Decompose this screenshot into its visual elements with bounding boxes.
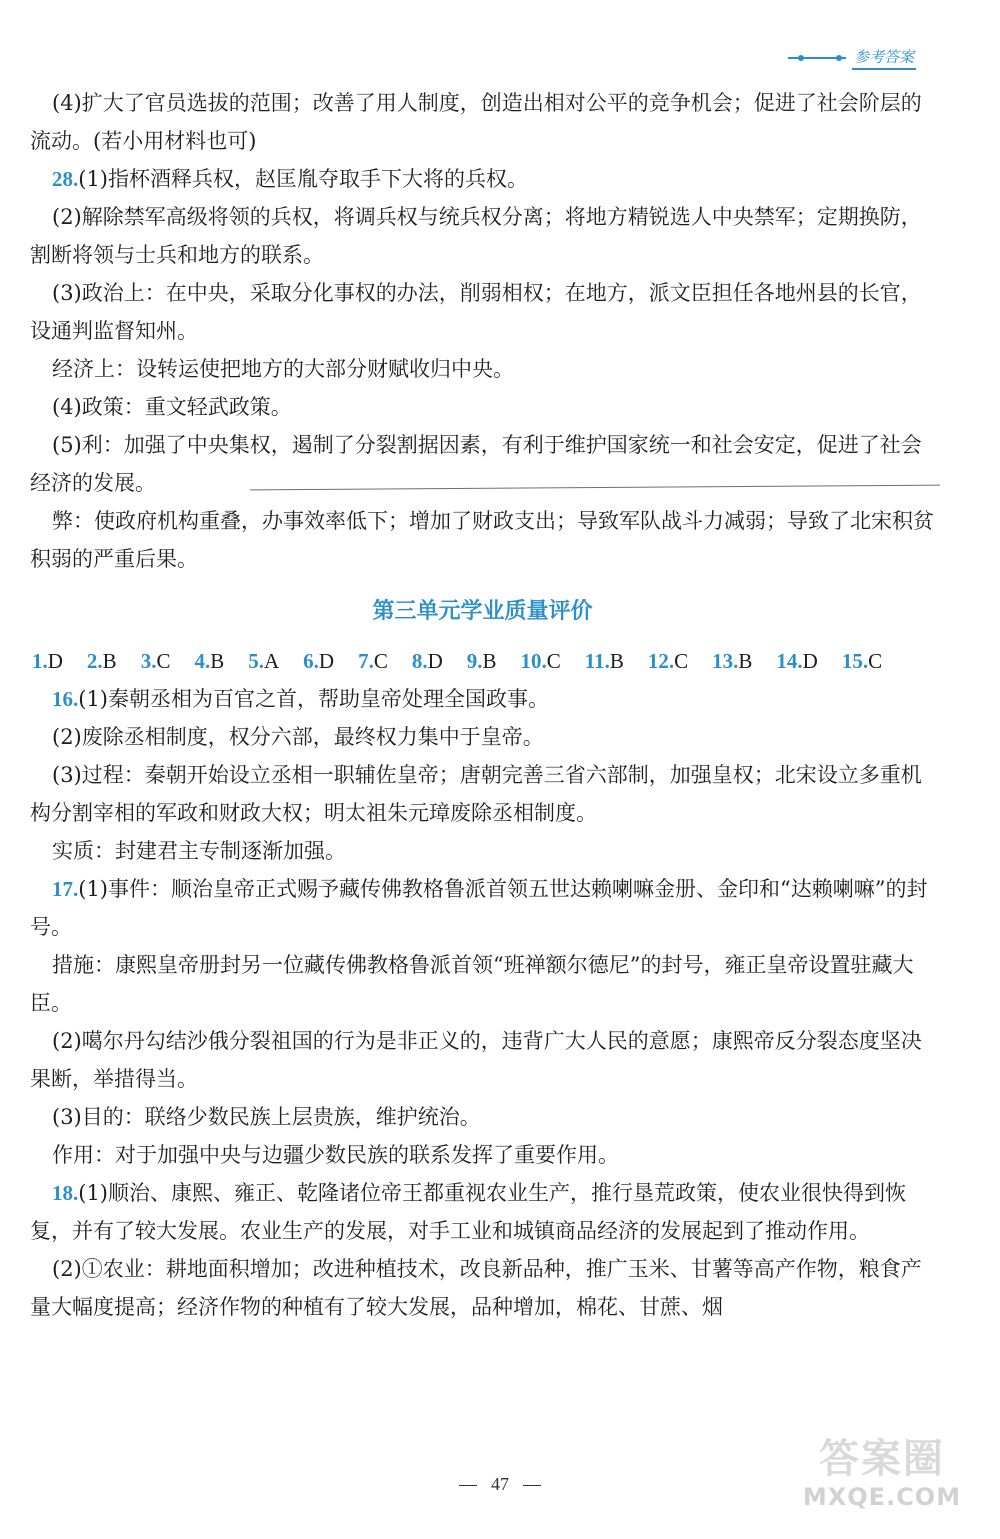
choice-number: 2. (86, 649, 103, 673)
answer-paragraph (30, 350, 935, 388)
answer-text: (3)政治上：在中央，采取分化事权的办法，削弱相权；在地方，派文臣担任各地州县的长官，设通判监督知州。 (30, 281, 922, 343)
choice-number: 7. (358, 649, 374, 673)
answer-text: 作用：对于加强中央与边疆少数民族的联系发挥了重要作用。 (52, 1143, 619, 1167)
question-number: 18. (52, 1181, 79, 1205)
answer-block-group-1 (30, 84, 935, 578)
answer-paragraph (30, 84, 935, 160)
answer-paragraph (30, 388, 935, 426)
choice-answer (776, 642, 817, 680)
answer-text: (2)解除禁军高级将领的兵权，将调兵权与统兵权分离；将地方精锐选人中央禁军；定期换防，割断将领与士兵和地方的联系。 (30, 205, 922, 267)
choice-letter: D (427, 649, 443, 673)
choice-number: 12. (647, 649, 675, 673)
answer-text: (2)①农业：耕地面积增加；改进种植技术，改良新品种，推广玉米、甘薯等高产作物，粮食产量大幅度提高；经济作物的种植有了较大发展，品种增加，棉花、甘蔗、烟 (30, 1257, 922, 1319)
watermark-top: 答案圈 (819, 1436, 945, 1482)
answer-paragraph (30, 718, 935, 756)
answer-text: (2)噶尔丹勾结沙俄分裂祖国的行为是非正义的，违背广大人民的意愿；康熙帝反分裂态度坚决果断，举措得当。 (30, 1029, 922, 1091)
answer-paragraph (30, 1022, 935, 1098)
choice-answer (194, 642, 224, 680)
question-number: 28. (52, 167, 79, 191)
choice-letter: C (546, 649, 561, 673)
choice-letter: C (373, 649, 388, 673)
answer-paragraph (30, 502, 935, 578)
answer-paragraph (30, 680, 935, 718)
answer-text: 经济上：设转运使把地方的大部分财赋收归中央。 (52, 357, 514, 381)
choice-number: 8. (411, 649, 428, 673)
answer-paragraph (30, 946, 935, 1022)
choice-letter: A (263, 649, 280, 673)
answer-paragraph (30, 1250, 935, 1326)
answer-content (30, 84, 935, 1326)
answer-text: (4)扩大了官员选拔的范围；改善了用人制度，创造出相对公平的竞争机会；促进了社会阶层的流动。(若小用材料也可) (30, 91, 922, 153)
answer-paragraph (30, 426, 935, 502)
choice-letter: C (868, 649, 883, 673)
choice-number: 13. (712, 649, 739, 673)
choice-letter: D (318, 649, 335, 673)
choice-letter: B (210, 649, 225, 673)
choice-number: 11. (584, 649, 610, 673)
answer-text: (1)顺治、康熙、雍正、乾隆诸位帝王都重视农业生产，推行垦荒政策，使农业很快得到恢复，并有了较大发展。农业生产的发展，对手工业和城镇商品经济的发展起到了推动作用。 (30, 1181, 906, 1243)
choice-letter: D (47, 649, 63, 673)
answer-paragraph (30, 160, 935, 198)
choice-answer (585, 642, 624, 680)
choice-number: 5. (248, 649, 264, 673)
choice-answer (248, 642, 279, 680)
watermark-logo (792, 1435, 972, 1525)
answer-text: (3)过程：秦朝开始设立丞相一职辅佐皇帝；唐朝完善三省六部制，加强皇权；北宋设立多重机构分割宰相的军政和财政大权；明太祖朱元璋废除丞相制度。 (30, 763, 922, 825)
answer-paragraph (30, 756, 935, 832)
answer-text: 措施：康熙皇帝册封另一位藏传佛教格鲁派首领“班禅额尔德尼”的封号，雍正皇帝设置驻藏大臣。 (30, 953, 914, 1015)
answer-block-group-2 (30, 680, 935, 1326)
choice-letter: B (609, 649, 624, 673)
choice-number: 6. (303, 649, 319, 673)
answer-paragraph (30, 1174, 935, 1250)
choice-number: 15. (841, 649, 869, 673)
answer-paragraph (30, 870, 935, 946)
choice-answer (32, 642, 63, 680)
choice-answer (141, 642, 171, 680)
question-number: 17. (52, 877, 79, 901)
choice-answer (467, 642, 497, 680)
choice-number: 1. (32, 649, 48, 673)
choice-answer (521, 642, 561, 680)
choice-answer (842, 642, 882, 680)
choice-letter: B (102, 649, 117, 673)
answer-paragraph (30, 1136, 935, 1174)
answer-text: (1)事件：顺治皇帝正式赐予藏传佛教格鲁派首领五世达赖喇嘛金册、金印和“达赖喇嘛”的封号。 (30, 877, 928, 939)
choice-letter: D (802, 649, 818, 673)
answer-text: (3)目的：联络少数民族上层贵族，维护统治。 (52, 1105, 481, 1129)
answer-paragraph (30, 832, 935, 870)
answer-paragraph (30, 274, 935, 350)
choice-number: 4. (194, 649, 211, 673)
section-title: 第三单元学业质量评价 (372, 598, 593, 624)
answer-text: (1)指杯酒释兵权，赵匡胤夺取手下大将的兵权。 (78, 167, 528, 191)
answer-text: (4)政策：重文轻武政策。 (52, 395, 292, 419)
header-label: 参考答案 (852, 46, 916, 70)
header-answer-mark (788, 46, 916, 70)
answer-paragraph (30, 198, 935, 274)
answer-text: (2)废除丞相制度，权分六部，最终权力集中于皇帝。 (52, 725, 544, 749)
choice-answer (712, 642, 752, 680)
watermark-bottom: MXQE.COM (802, 1483, 962, 1511)
decorative-dots-line (788, 57, 846, 59)
choice-answers (30, 642, 935, 680)
answer-text: 弊：使政府机构重叠，办事效率低下；增加了财政支出；导致军队战斗力减弱；导致了北宋积贫积弱的严重后果。 (30, 509, 934, 571)
choice-number: 9. (466, 649, 483, 673)
choice-letter: C (156, 649, 171, 673)
answer-paragraph (30, 1098, 935, 1136)
answer-text: 实质：封建君主专制逐渐加强。 (52, 839, 346, 863)
choice-number: 10. (520, 649, 547, 673)
choice-answer (648, 642, 688, 680)
answer-text: (5)利：加强了中央集权，遏制了分裂割据因素，有利于维护国家统一和社会安定，促进了社会经济的发展。 (30, 433, 922, 495)
choice-letter: B (482, 649, 497, 673)
choice-answer (358, 642, 388, 680)
choice-letter: B (738, 649, 753, 673)
choice-number: 14. (776, 649, 803, 673)
question-number: 16. (52, 687, 79, 711)
choice-answer (87, 642, 117, 680)
page-number: 47 (0, 1474, 1000, 1495)
choice-letter: C (674, 649, 689, 673)
choice-answer (412, 642, 443, 680)
choice-number: 3. (140, 649, 157, 673)
choice-answer (303, 642, 334, 680)
answer-text: (1)秦朝丞相为百官之首，帮助皇帝处理全国政事。 (78, 687, 549, 711)
